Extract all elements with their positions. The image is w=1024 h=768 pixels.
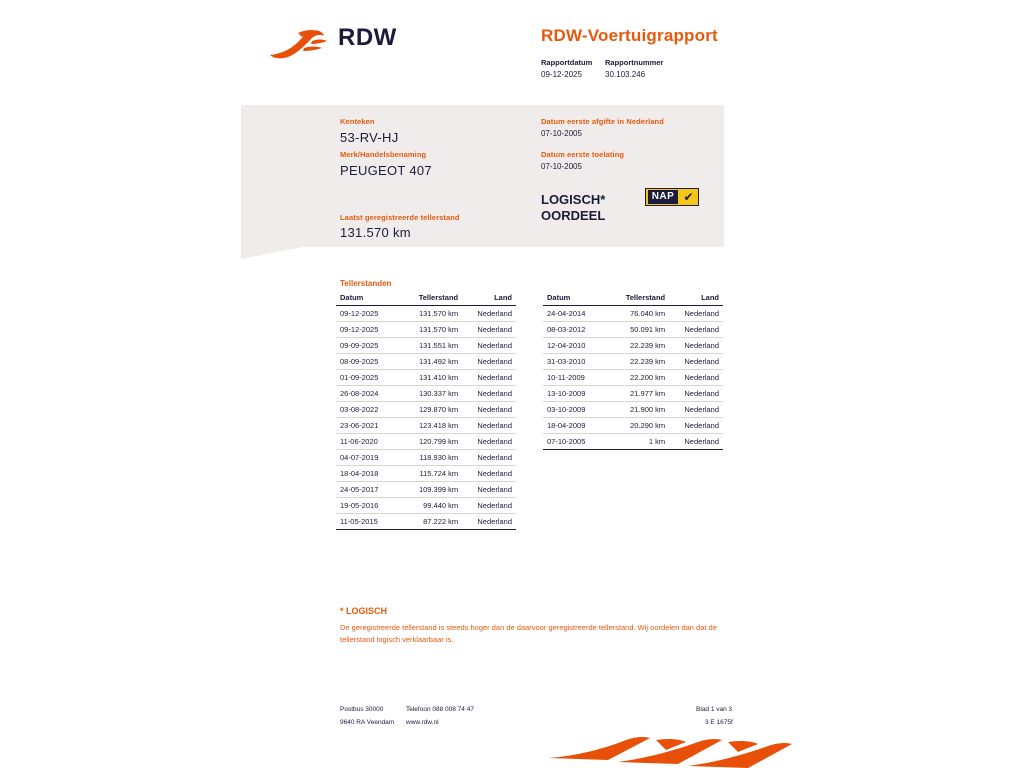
cell-odometer: 50.091 km [607, 322, 669, 338]
verdict-line-2: OORDEEL [541, 208, 606, 223]
table-header-row [543, 291, 723, 306]
cell-date: 13-10-2009 [543, 386, 607, 402]
table-row [543, 338, 723, 354]
cell-odometer: 130.337 km [400, 386, 462, 402]
table-row [543, 306, 723, 322]
footer-page-info: Blad 1 van 3 [696, 706, 733, 713]
footer-phone: Telefoon 088 008 74 47 [406, 706, 474, 713]
licence-plate-value: 53-RV-HJ [340, 130, 399, 145]
cell-country: Nederland [462, 306, 516, 322]
cell-date: 12-04-2010 [543, 338, 607, 354]
column-header-date: Datum [336, 291, 400, 306]
table-row [543, 386, 723, 402]
cell-date: 09-09-2025 [336, 338, 400, 354]
cell-date: 04-07-2019 [336, 450, 400, 466]
table-body-right [543, 306, 723, 450]
footer-website[interactable]: www.rdw.nl [406, 719, 439, 726]
table-row [336, 418, 516, 434]
cell-odometer: 131.570 km [400, 322, 462, 338]
cell-odometer: 131.492 km [400, 354, 462, 370]
table-row [543, 370, 723, 386]
cell-date: 07-10-2005 [543, 434, 607, 450]
table-row [336, 466, 516, 482]
footnote-body: De geregistreerde tellerstand is steeds hoger dan de daarvoor geregistreerde tellerstand. Wij oordelen dan dat de tellerstand logisch verklaarbaar is. [340, 623, 717, 644]
cell-country: Nederland [462, 386, 516, 402]
cell-odometer: 21.977 km [607, 386, 669, 402]
table-row [543, 322, 723, 338]
make-label: Merk/Handelsbenaming [340, 150, 427, 159]
footer-address-line-1: Postbus 30000 [340, 706, 384, 713]
table-row [336, 402, 516, 418]
table-row [543, 418, 723, 434]
report-date-value: 09-12-2025 [541, 70, 582, 79]
last-odometer-label: Laatst geregistreerde tellerstand [340, 213, 460, 222]
cell-country: Nederland [669, 354, 723, 370]
cell-odometer: 76.040 km [607, 306, 669, 322]
first-admission-label: Datum eerste toelating [541, 150, 625, 159]
table-row [336, 386, 516, 402]
cell-country: Nederland [462, 418, 516, 434]
cell-date: 24-04-2014 [543, 306, 607, 322]
cell-odometer: 20.290 km [607, 418, 669, 434]
table-row [543, 354, 723, 370]
verdict-block [541, 192, 605, 224]
table-row [336, 482, 516, 498]
nap-badge-text: NAP [648, 190, 678, 204]
cell-date: 26-08-2024 [336, 386, 400, 402]
check-icon: ✔ [683, 190, 694, 204]
cell-odometer: 109.399 km [400, 482, 462, 498]
cell-date: 19-05-2016 [336, 498, 400, 514]
cell-odometer: 87.222 km [400, 514, 462, 530]
cell-date: 11-06-2020 [336, 434, 400, 450]
report-date [541, 58, 592, 79]
column-header-odometer: Tellerstand [400, 291, 462, 306]
column-header-country: Land [669, 291, 723, 306]
cell-country: Nederland [669, 418, 723, 434]
cell-country: Nederland [669, 386, 723, 402]
report-number-label: Rapportnummer [605, 58, 664, 67]
cell-odometer: 1 km [607, 434, 669, 450]
cell-date: 09-12-2025 [336, 322, 400, 338]
odometer-history-table-left [336, 291, 516, 530]
first-issue-value: 07-10-2005 [541, 129, 582, 138]
panel-notch-decoration [241, 247, 303, 259]
cell-country: Nederland [462, 402, 516, 418]
summary-panel [241, 105, 724, 247]
table-row [336, 338, 516, 354]
cell-date: 08-09-2025 [336, 354, 400, 370]
licence-plate-label: Kenteken [340, 117, 375, 126]
table-body-left [336, 306, 516, 530]
cell-country: Nederland [669, 306, 723, 322]
last-odometer-value: 131.570 km [340, 225, 411, 240]
cell-date: 08-03-2012 [543, 322, 607, 338]
table-row [336, 498, 516, 514]
cell-country: Nederland [669, 322, 723, 338]
report-number [605, 58, 663, 79]
verdict-line-1: LOGISCH* [541, 192, 606, 207]
footer-contact [406, 703, 474, 729]
cell-date: 11-05-2015 [336, 514, 400, 530]
cell-country: Nederland [462, 322, 516, 338]
cell-odometer: 131.570 km [400, 306, 462, 322]
cell-odometer: 120.799 km [400, 434, 462, 450]
cell-country: Nederland [462, 370, 516, 386]
cell-odometer: 21.900 km [607, 402, 669, 418]
cell-country: Nederland [462, 498, 516, 514]
cell-odometer: 99.440 km [400, 498, 462, 514]
footer-form-code: 3 E 1675f [705, 719, 733, 726]
first-issue-label: Datum eerste afgifte in Nederland [541, 117, 664, 126]
cell-country: Nederland [462, 466, 516, 482]
cell-date: 09-12-2025 [336, 306, 400, 322]
odometer-history-table-right [543, 291, 723, 450]
cell-odometer: 131.551 km [400, 338, 462, 354]
column-header-date: Datum [543, 291, 607, 306]
table-row [336, 322, 516, 338]
cell-odometer: 131.410 km [400, 370, 462, 386]
footer-address-line-2: 9640 RA Veendam [340, 719, 395, 726]
cell-odometer: 118.930 km [400, 450, 462, 466]
cell-country: Nederland [669, 370, 723, 386]
section-title-odometer-history: Tellerstanden [340, 279, 392, 288]
report-number-value: 30.103.246 [605, 70, 646, 79]
cell-country: Nederland [462, 338, 516, 354]
cell-date: 23-06-2021 [336, 418, 400, 434]
nap-approved-icon [645, 188, 699, 206]
rdw-swoosh-band-icon [548, 736, 793, 768]
cell-country: Nederland [462, 354, 516, 370]
cell-country: Nederland [669, 402, 723, 418]
cell-country: Nederland [462, 450, 516, 466]
table-row [543, 402, 723, 418]
cell-country: Nederland [462, 434, 516, 450]
cell-country: Nederland [669, 434, 723, 450]
brand-name: RDW [338, 24, 397, 51]
table-row [336, 370, 516, 386]
column-header-odometer: Tellerstand [607, 291, 669, 306]
footnote-title: * LOGISCH [340, 606, 388, 616]
table-row [336, 354, 516, 370]
table-row [336, 514, 516, 530]
cell-odometer: 129.870 km [400, 402, 462, 418]
cell-odometer: 22.239 km [607, 338, 669, 354]
cell-odometer: 115.724 km [400, 466, 462, 482]
cell-country: Nederland [669, 338, 723, 354]
cell-date: 01-09-2025 [336, 370, 400, 386]
cell-odometer: 22.200 km [607, 370, 669, 386]
report-date-label: Rapportdatum [541, 58, 593, 67]
cell-date: 18-04-2009 [543, 418, 607, 434]
cell-odometer: 22.239 km [607, 354, 669, 370]
table-row [543, 434, 723, 450]
column-header-country: Land [462, 291, 516, 306]
table-row [336, 434, 516, 450]
cell-date: 03-10-2009 [543, 402, 607, 418]
cell-country: Nederland [462, 482, 516, 498]
table-row [336, 306, 516, 322]
cell-date: 03-08-2022 [336, 402, 400, 418]
make-value: PEUGEOT 407 [340, 163, 432, 178]
cell-country: Nederland [462, 514, 516, 530]
footer-address [340, 703, 394, 729]
page-title: RDW-Voertuigrapport [541, 26, 718, 45]
cell-date: 31-03-2010 [543, 354, 607, 370]
table-row [336, 450, 516, 466]
table-header-row [336, 291, 516, 306]
cell-odometer: 123.418 km [400, 418, 462, 434]
first-admission-value: 07-10-2005 [541, 162, 582, 171]
rdw-swoosh-icon [268, 28, 330, 62]
cell-date: 18-04-2018 [336, 466, 400, 482]
cell-date: 24-05-2017 [336, 482, 400, 498]
cell-date: 10-11-2009 [543, 370, 607, 386]
